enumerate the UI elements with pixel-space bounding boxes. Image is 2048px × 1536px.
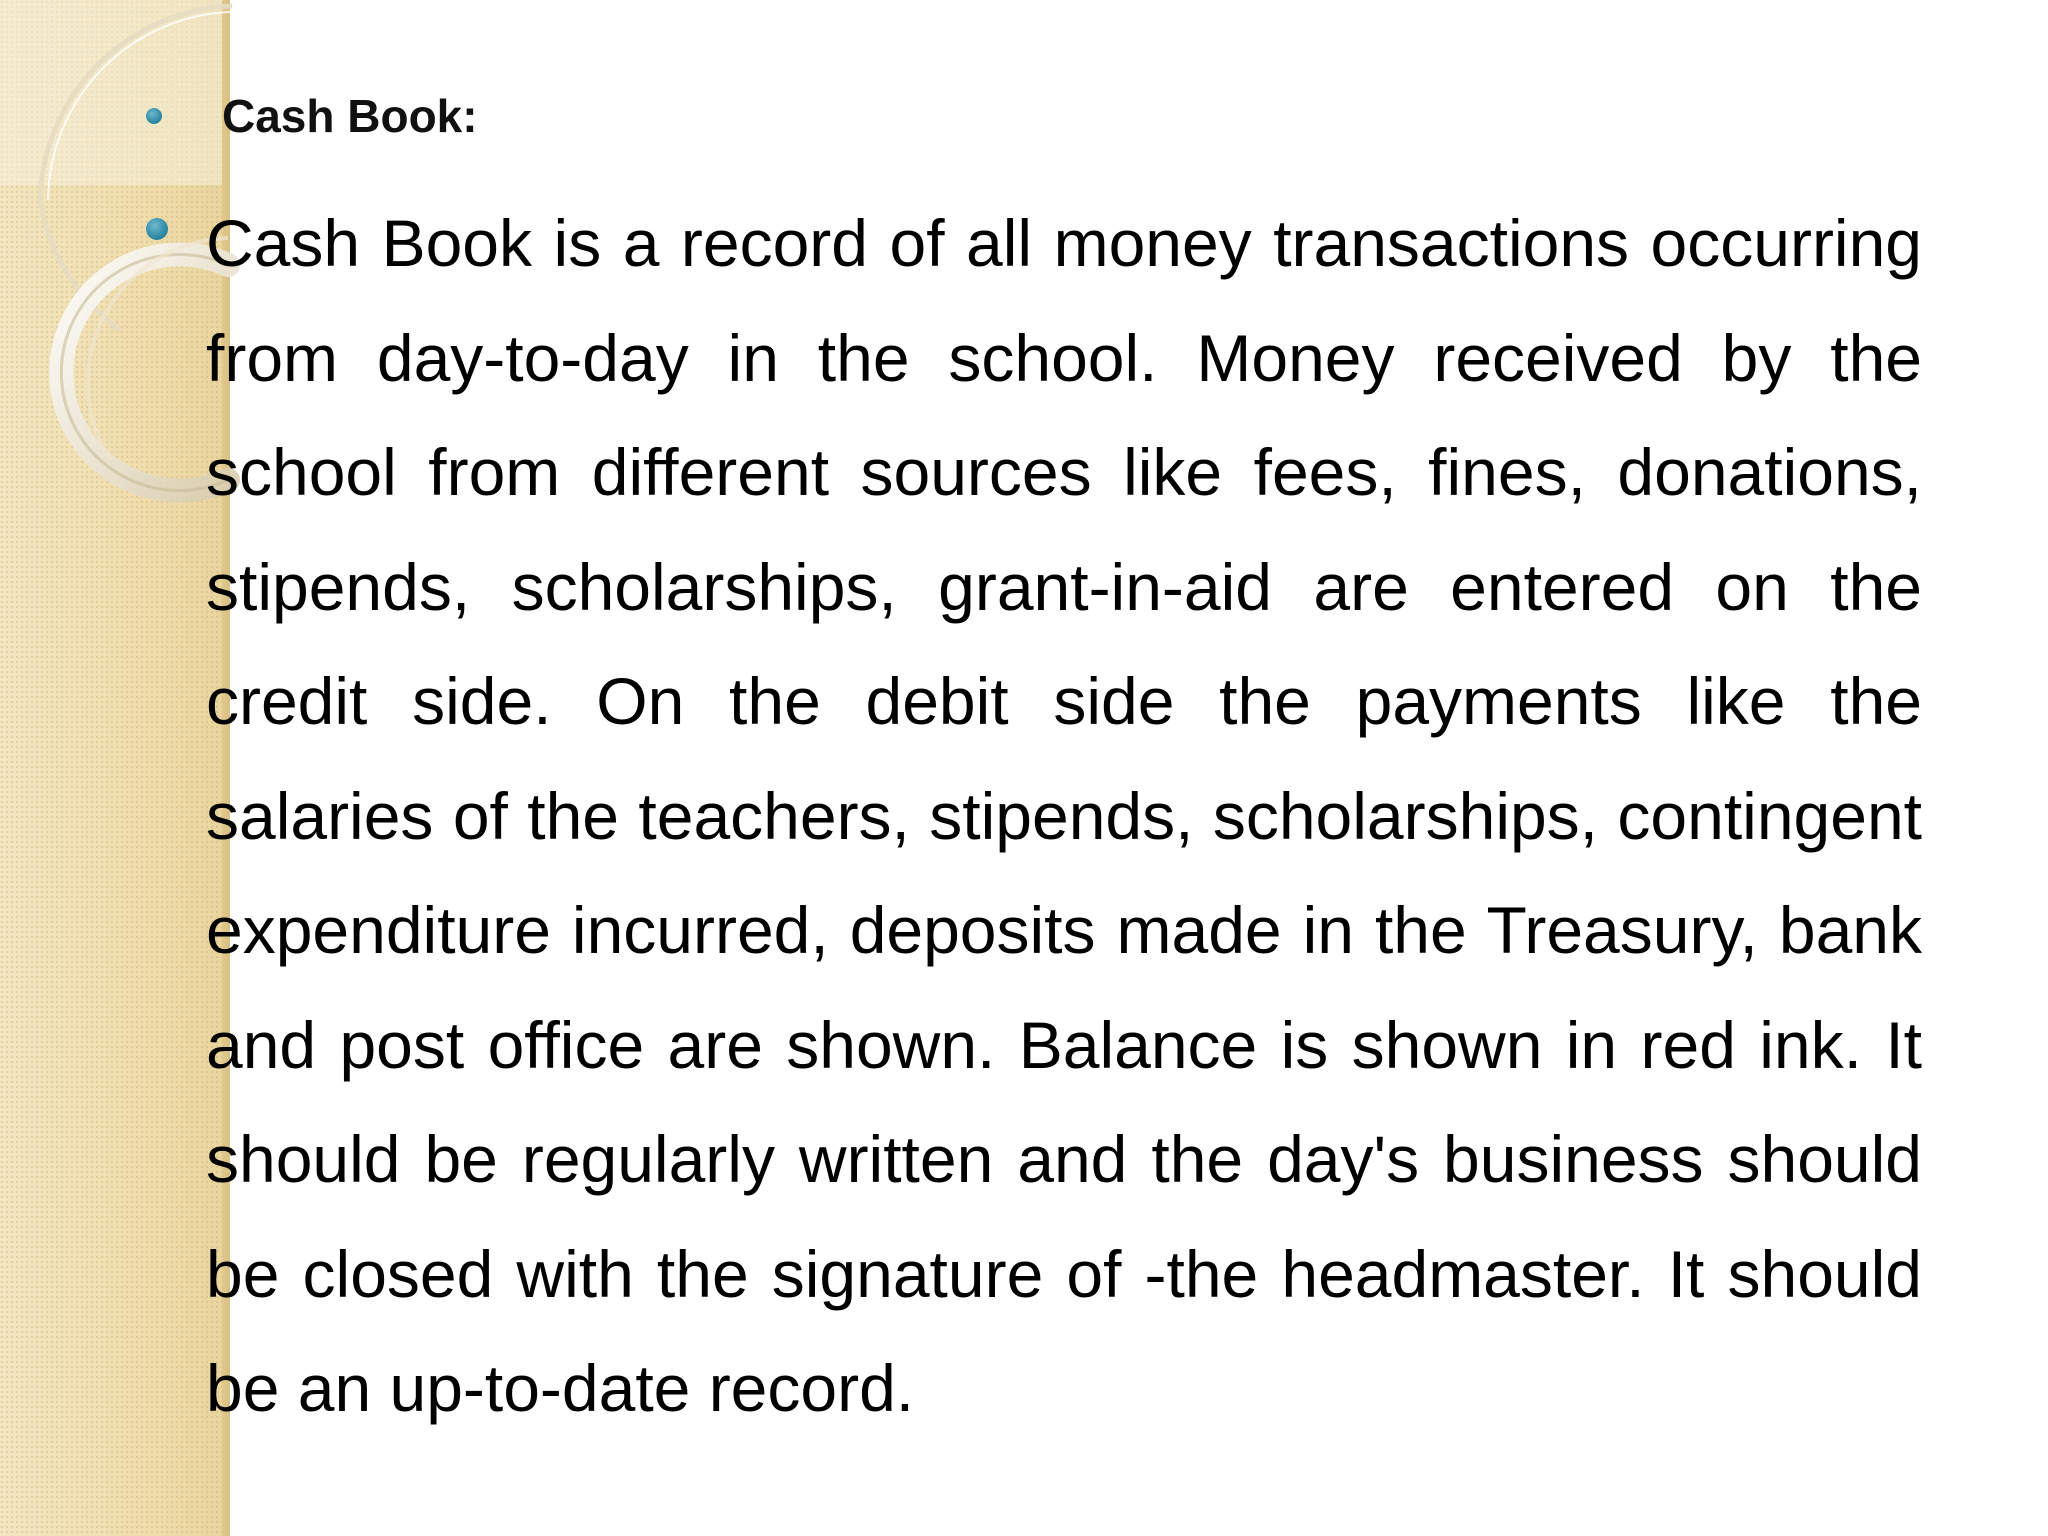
slide-body-text: Cash Book is a record of all money transactions occurring from day-to-day in the school. Money received by the school from different sources like fees, fines, donations, stipends, scholarships, grant-in-aid are entered on the credit side. On the debit side the payments like the salaries of the teachers, stipends, scholarships, contingent expenditure incurred, deposits made in the Treasury, bank and post office are shown. Balance is shown in red ink. It should be regularly written and the day's business should be closed with the signature of -the headmaster. It should be an up-to-date record. [206, 206, 1922, 1425]
bullet-dot-icon [146, 108, 162, 124]
slide-heading: Cash Book: [222, 90, 478, 142]
bullet-dot-icon [146, 218, 168, 240]
